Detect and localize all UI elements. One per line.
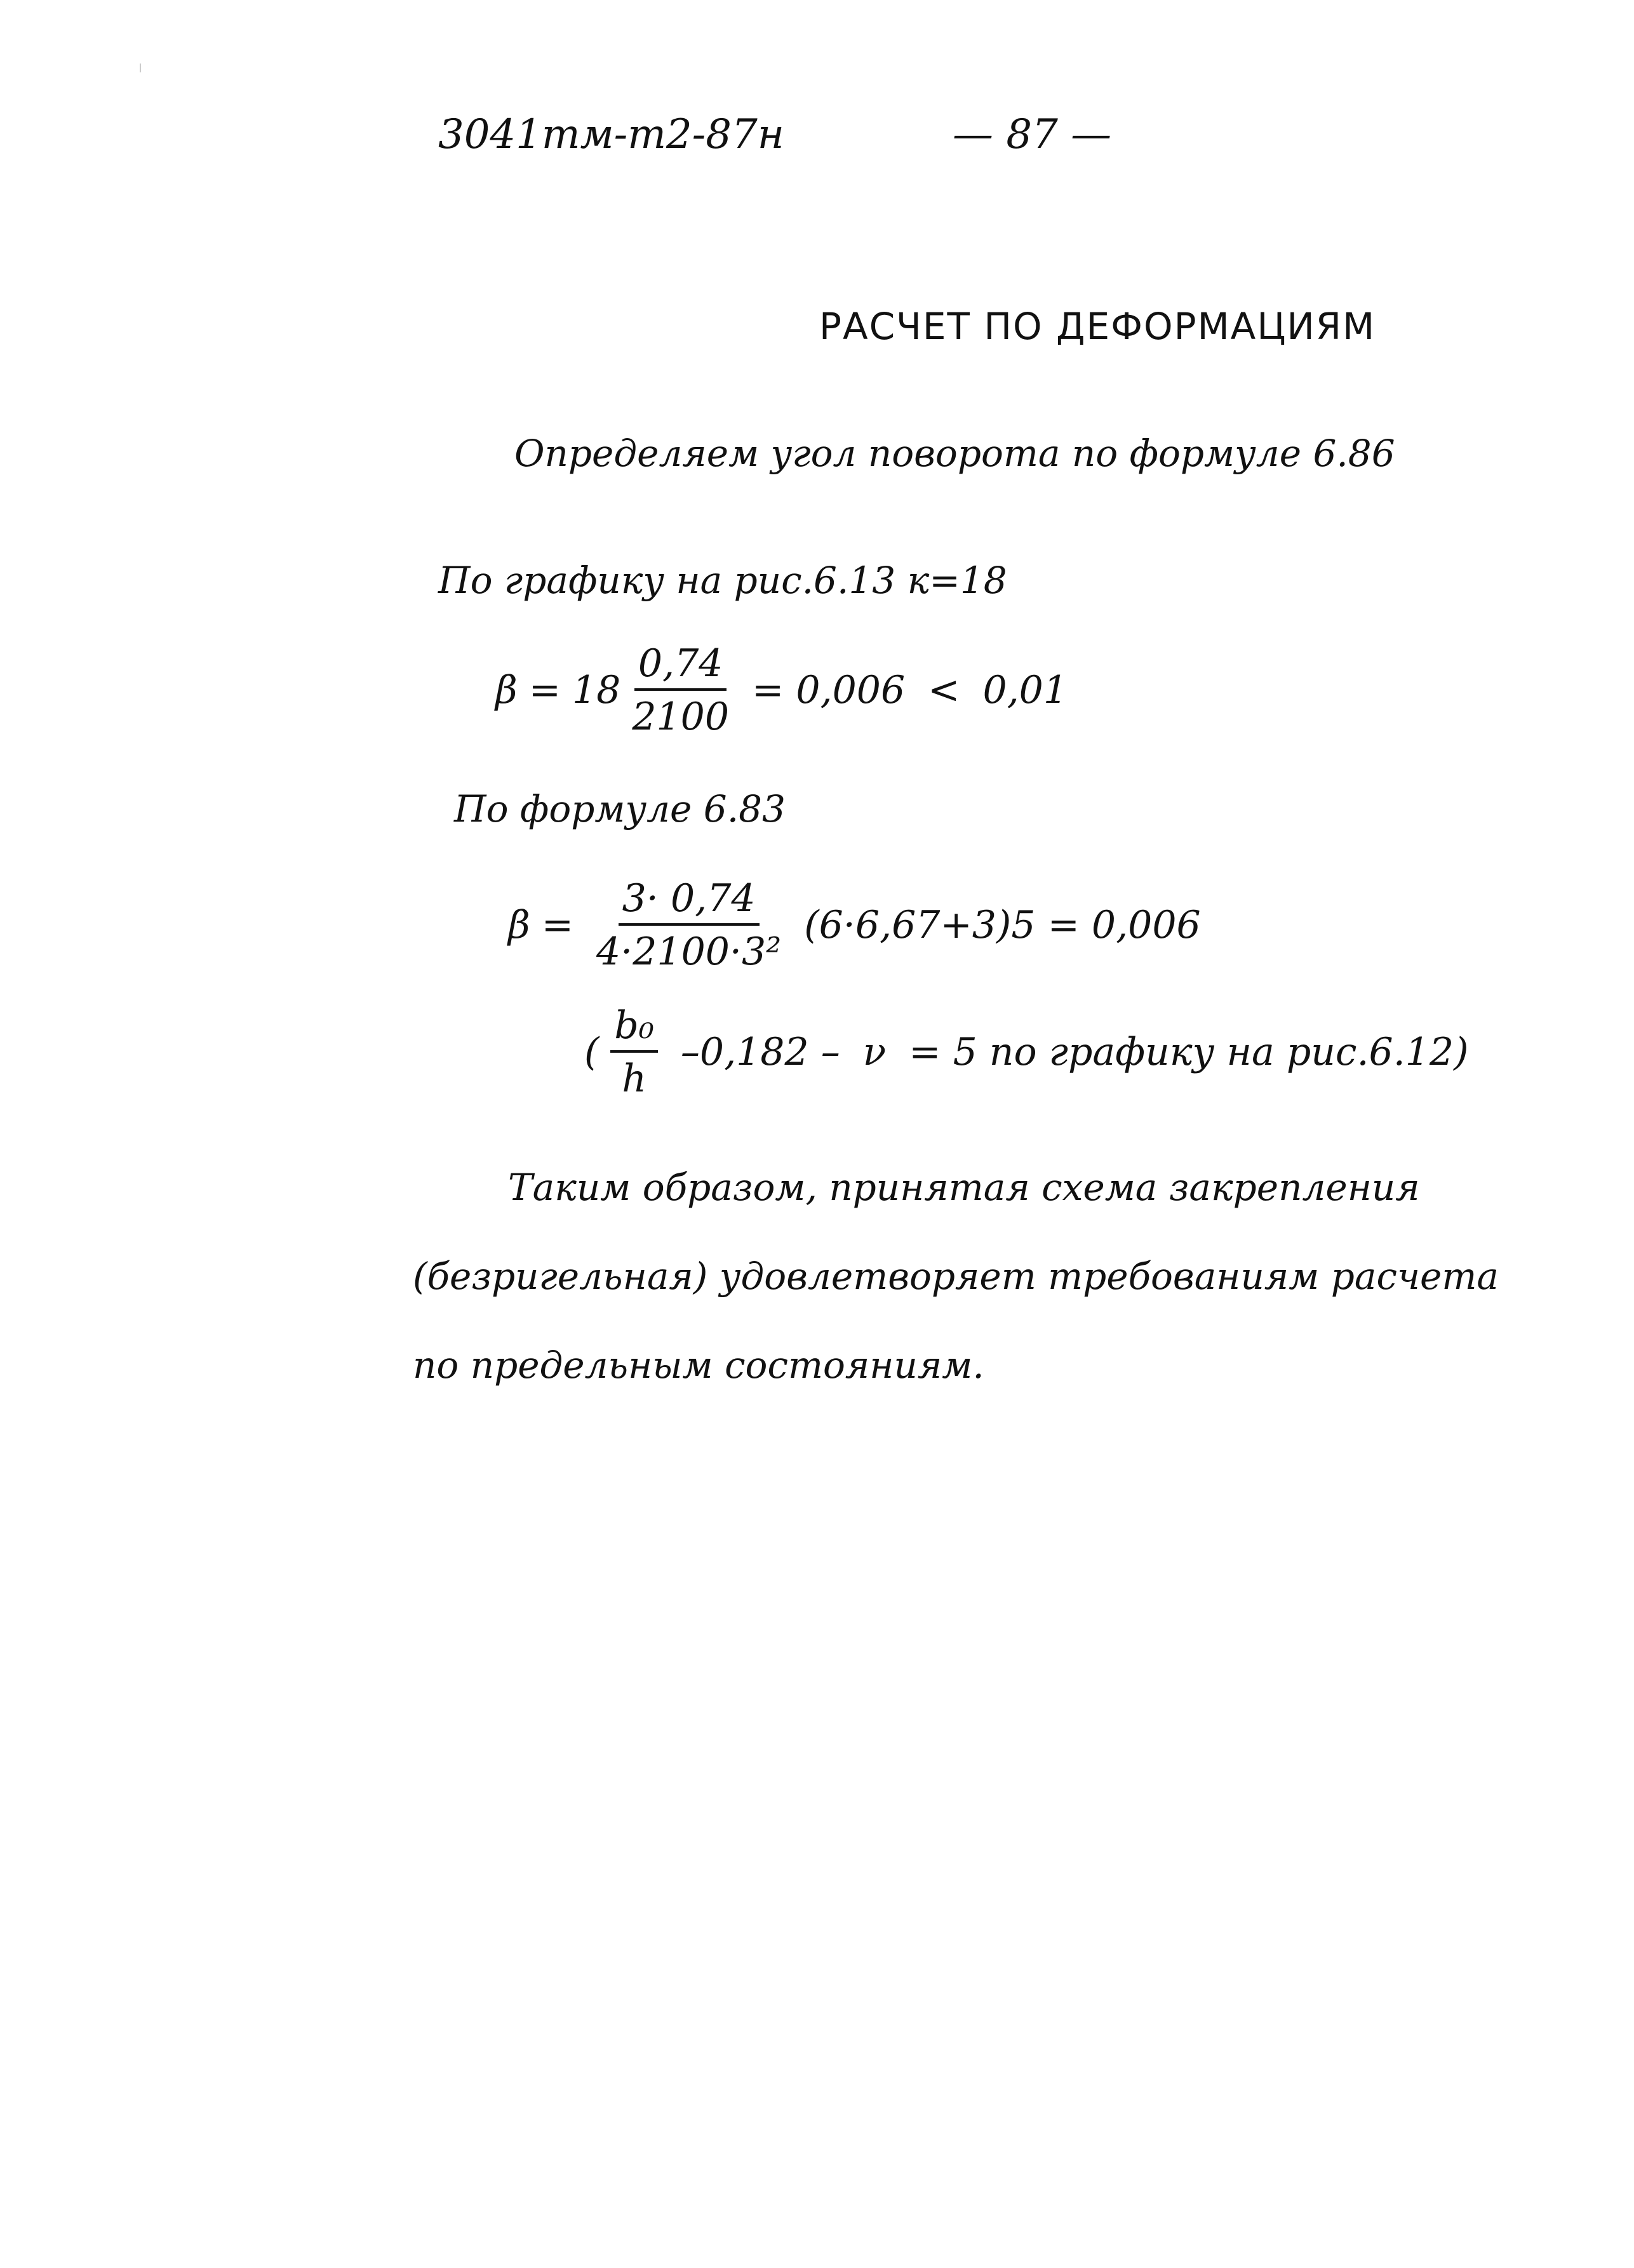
formula-3-open: ( [584, 1030, 599, 1074]
formula-ratio [584, 1003, 1480, 1101]
formula-1-numerator: 0,74 [634, 641, 727, 691]
graph-line: По графику на рис.6.13 к=18 [438, 559, 1007, 602]
formula-2-denominator: 4·2100·3² [596, 930, 782, 974]
formula-2-numerator: 3· 0,74 [619, 876, 760, 926]
formula-3-fraction [610, 1003, 657, 1101]
formula-1-denominator: 2100 [632, 695, 730, 739]
margin-mark [140, 63, 141, 72]
formula-2-fraction [596, 876, 781, 974]
formula-1-limit: 0,01 [982, 668, 1068, 712]
formula-1-compare: < [928, 668, 960, 712]
formula-3-denominator: h [622, 1057, 646, 1101]
page-number: — 87 — [953, 111, 1112, 158]
formula-1-lhs: β [495, 668, 518, 712]
section-heading: РАСЧЕТ ПО ДЕФОРМАЦИЯМ [819, 305, 1376, 348]
formula-1-eq: = [528, 668, 561, 712]
formula-reference-line: По формуле 6.83 [454, 787, 786, 830]
formula-2-eq: = [541, 903, 573, 947]
formula-1-coef: 18 [572, 668, 621, 712]
formula-beta-2 [508, 876, 1212, 974]
formula-2-lhs: β [508, 903, 530, 947]
formula-3-numerator: b₀ [610, 1003, 657, 1053]
formula-3-part1: –0,182 – [680, 1030, 840, 1074]
formula-3-nu: ν [862, 1030, 887, 1074]
formula-3-part2: = 5 по графику на рис.6.12) [909, 1030, 1469, 1074]
conclusion-text: Таким образом, принятая схема закрепления (безригельная) удовлетворяет требованиям расчета по предельным состояниям. [413, 1166, 1499, 1387]
formula-2-rest: (6·6,67+3)5 = 0,006 [804, 903, 1201, 947]
formula-1-result: = 0,006 [752, 668, 906, 712]
formula-beta-1 [495, 641, 1079, 739]
document-code: 3041тм-т2-87н [438, 111, 784, 158]
conclusion-paragraph [413, 1143, 1524, 1410]
formula-1-fraction [632, 641, 729, 739]
intro-line: Определяем угол поворота по формуле 6.86 [514, 432, 1395, 475]
